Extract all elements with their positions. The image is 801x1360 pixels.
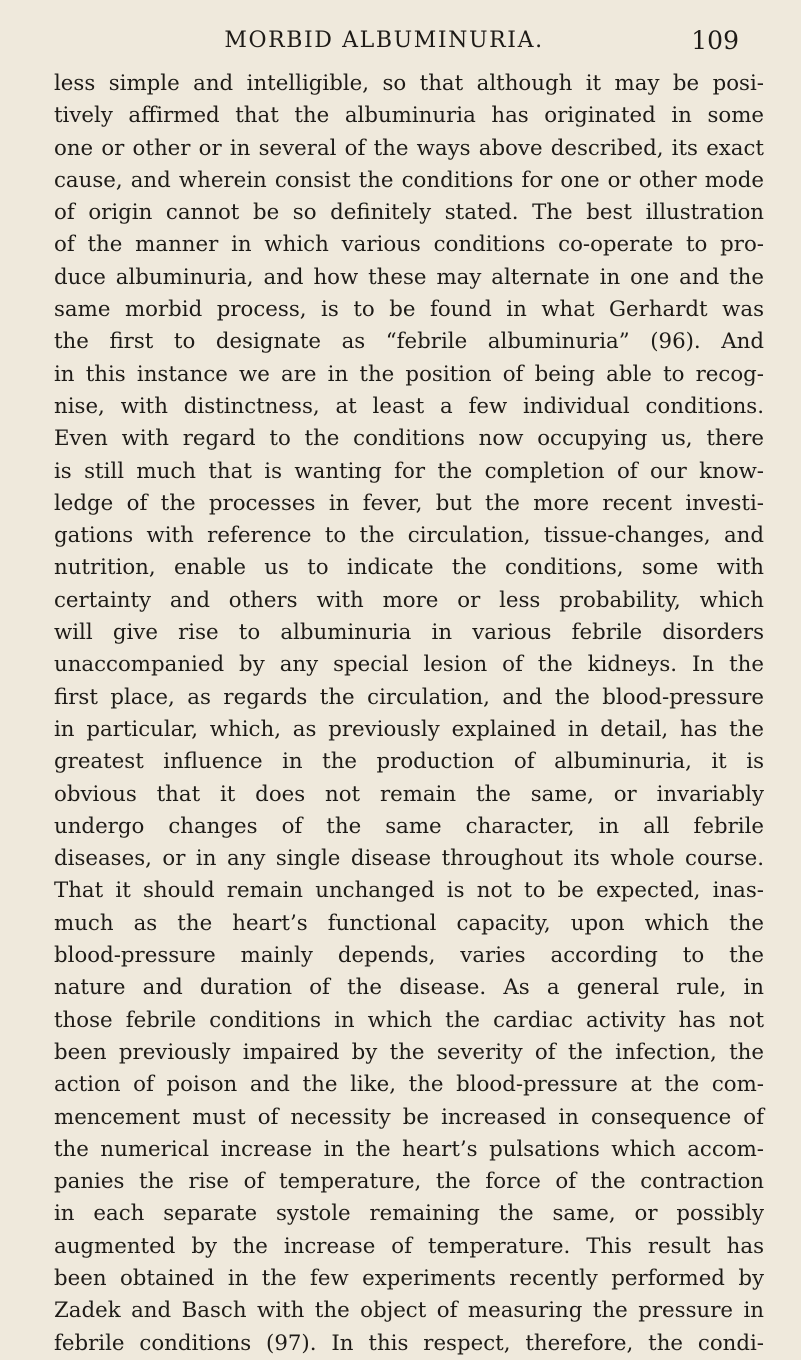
body-text: [54, 68, 764, 1360]
text-line: nature and duration of the disease. As a general rule, in: [54, 975, 764, 1001]
running-head: [44, 26, 739, 60]
text-line: of the manner in which various conditions co-operate to pro-: [54, 232, 764, 258]
text-line: panies the rise of temperature, the force of the contraction: [54, 1169, 764, 1195]
running-title: MORBID ALBUMINURIA.: [224, 28, 544, 53]
text-line: obvious that it does not remain the same, or invariably: [54, 781, 764, 807]
text-line: certainty and others with more or less probability, which: [54, 587, 764, 613]
text-line: That it should remain unchanged is not to be expected, inas-: [54, 878, 764, 904]
text-line: nise, with distinctness, at least a few individual conditions.: [54, 393, 764, 419]
text-line: diseases, or in any single disease throughout its whole course.: [54, 846, 764, 872]
text-line: those febrile conditions in which the cardiac activity has not: [54, 1007, 764, 1033]
text-line: of origin cannot be so definitely stated. The best illustration: [54, 200, 764, 226]
text-line: been obtained in the few experiments recently performed by: [54, 1265, 764, 1291]
text-line: ledge of the processes in fever, but the more recent investi-: [54, 490, 764, 516]
text-line: Zadek and Basch with the object of measuring the pressure in: [54, 1298, 764, 1324]
text-line: greatest influence in the production of albuminuria, it is: [54, 749, 764, 775]
text-line: less simple and intelligible, so that although it may be posi-: [54, 71, 764, 96]
text-line: augmented by the increase of temperature. This result has: [54, 1233, 764, 1259]
text-line: tively affirmed that the albuminuria has originated in some: [54, 103, 764, 129]
text-line: in each separate systole remaining the same, or possibly: [54, 1201, 764, 1227]
text-line: blood-pressure mainly depends, varies according to the: [54, 943, 764, 969]
text-line: first place, as regards the circulation, and the blood-pressure: [54, 684, 764, 710]
text-line: in particular, which, as previously explained in detail, has the: [54, 716, 764, 742]
text-line: the numerical increase in the heart’s pulsations which accom-: [54, 1136, 764, 1162]
text-line: mencement must of necessity be increased in consequence of: [54, 1104, 764, 1130]
text-line: Even with regard to the conditions now occupying us, there: [54, 426, 764, 452]
text-line: will give rise to albuminuria in various febrile disorders: [54, 620, 764, 646]
text-line: duce albuminuria, and how these may alternate in one and the: [54, 264, 764, 290]
text-line: same morbid process, is to be found in what Gerhardt was: [54, 297, 764, 323]
text-line: cause, and wherein consist the conditions for one or other mode: [54, 167, 764, 193]
text-line: gations with reference to the circulation, tissue-changes, and: [54, 523, 764, 549]
text-line: is still much that is wanting for the completion of our know-: [54, 458, 764, 484]
text-line: action of poison and the like, the blood-pressure at the com-: [54, 1072, 764, 1098]
text-line: nutrition, enable us to indicate the conditions, some with: [54, 555, 764, 581]
text-line: much as the heart’s functional capacity, upon which the: [54, 910, 764, 936]
text-line: unaccompanied by any special lesion of the kidneys. In the: [54, 652, 764, 678]
text-line: the first to designate as “febrile albuminuria” (96). And: [54, 329, 764, 355]
text-line: febrile conditions (97). In this respect, therefore, the condi-: [54, 1330, 764, 1356]
page-number: 109: [691, 26, 739, 55]
text-line: one or other or in several of the ways above described, its exact: [54, 135, 764, 161]
text-line: been previously impaired by the severity of the infection, the: [54, 1039, 764, 1065]
text-line: undergo changes of the same character, in all febrile: [54, 813, 764, 839]
text-line: in this instance we are in the position of being able to recog-: [54, 361, 764, 387]
